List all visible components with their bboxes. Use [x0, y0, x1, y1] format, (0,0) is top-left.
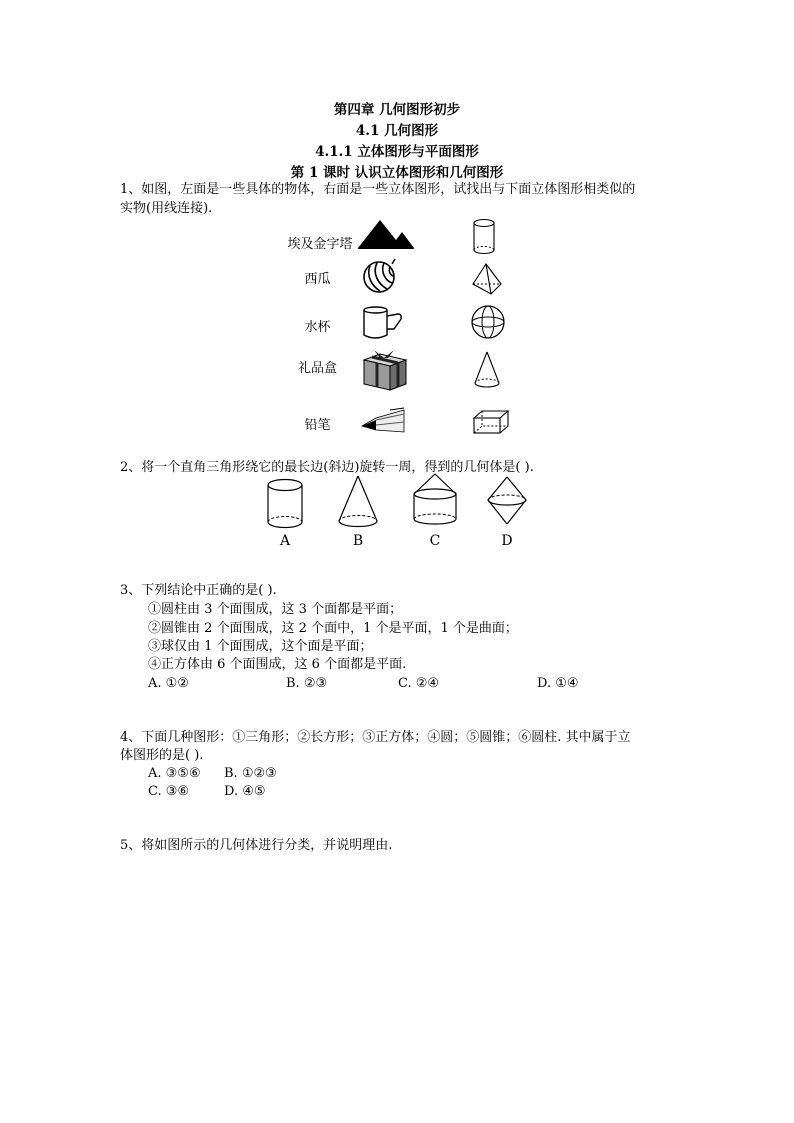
q4-option-c: C. ③⑥ [148, 784, 190, 799]
cuboid-icon [472, 408, 510, 436]
q3-option-d: D. ①④ [537, 676, 579, 691]
q2-option-c-label: C [429, 533, 441, 549]
q1-text-line1: 1、如图，左面是一些具体的物体，右面是一些立体图形，试找出与下面立体图形相类似的 [120, 182, 636, 197]
q1-text-line2: 实物(用线连接). [120, 201, 213, 216]
q3-statement-1: ①圆柱由 3 个面围成，这 3 个面都是平面； [148, 602, 403, 617]
cup-picture [362, 305, 404, 341]
giftbox-picture [360, 348, 408, 392]
watermelon-picture [362, 258, 398, 294]
pencil-picture [360, 406, 406, 436]
q4-text-line1: 4、下面几种图形：①三角形；②长方形；③正方体；④圆；⑤圆锥；⑥圆柱. 其中属于立 [120, 730, 631, 745]
q2-option-d-label: D [501, 533, 513, 549]
cylinder-icon [472, 219, 496, 255]
q1-object-giftbox-label: 礼品盒 [297, 361, 337, 376]
sphere-icon [470, 304, 506, 340]
q4-text-line2: 体图形的是( ). [120, 748, 204, 763]
q3-option-c: C. ②④ [398, 676, 440, 691]
q3-option-a: A. ①② [148, 676, 189, 691]
pyramid-picture [358, 218, 414, 250]
q2-option-b-label: B [352, 533, 364, 549]
q1-object-watermelon-label: 西瓜 [304, 272, 331, 287]
q2-option-a-label: A [279, 533, 291, 549]
chapter-title: 第四章 几何图形初步 [333, 102, 461, 118]
pyramid-shape-icon [471, 262, 505, 296]
q3-statement-3: ③球仅由 1 个面围成，这个面是平面； [148, 639, 373, 654]
q3-statement-4: ④正方体由 6 个面围成，这 6 个面都是平面. [148, 657, 407, 672]
q2-option-a-cylinder-icon [266, 478, 304, 530]
q1-object-pyramid-label: 埃及金字塔 [287, 237, 353, 252]
q2-option-c-cone-cylinder-icon [412, 472, 458, 530]
q1-object-pencil-label: 铅笔 [304, 418, 331, 433]
q2-option-d-double-cone-icon [486, 475, 528, 527]
q4-option-b: B. ①②③ [224, 766, 277, 781]
q3-statement-2: ②圆锥由 2 个面围成，这 2 个面中，1 个是平面，1 个是曲面； [148, 621, 518, 636]
q4-option-a: A. ③⑤⑥ [148, 766, 201, 781]
lesson-title: 第 1 课时 认识立体图形和几何图形 [290, 165, 504, 181]
q3-stem: 3、下列结论中正确的是( ). [120, 583, 277, 598]
q2-option-b-cone-icon [337, 474, 379, 530]
subsection-title: 4.1.1 立体图形与平面图形 [315, 144, 479, 160]
cone-icon [473, 350, 501, 390]
section-title: 4.1 几何图形 [355, 123, 439, 139]
q5-text: 5、将如图所示的几何体进行分类，并说明理由. [120, 838, 393, 853]
q3-option-b: B. ②③ [286, 676, 328, 691]
q4-option-d: D. ④⑤ [224, 784, 266, 799]
q2-text: 2、将一个直角三角形绕它的最长边(斜边)旋转一周，得到的几何体是( ). [120, 460, 534, 475]
q1-object-cup-label: 水杯 [304, 320, 331, 335]
